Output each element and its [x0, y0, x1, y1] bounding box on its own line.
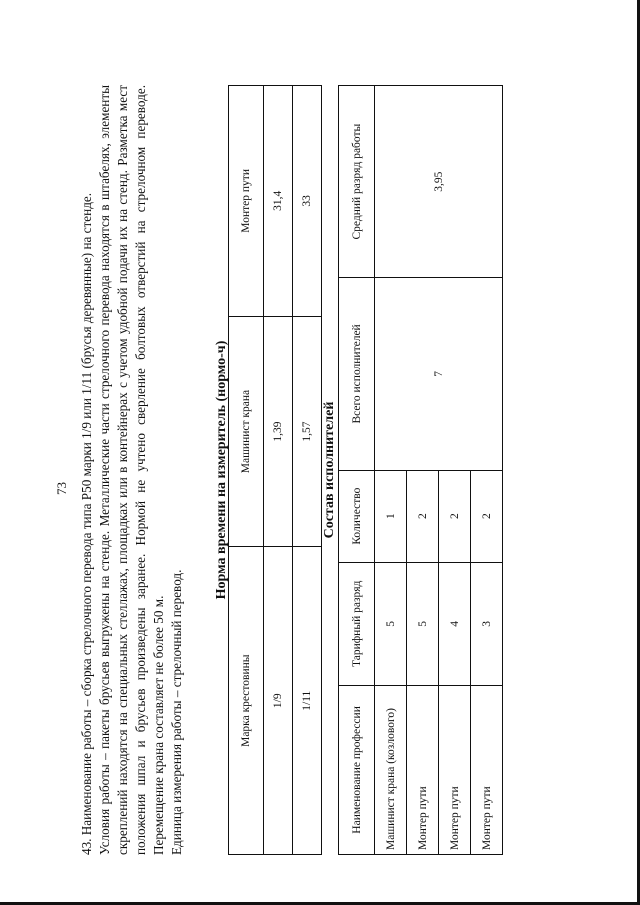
work-title: 43. Наименование работы – сборка стрелочного перевода типа Р50 марки 1/9 или 1/11 (брусья деревянные) на стенде.	[79, 192, 94, 855]
crew-count: 2	[407, 470, 439, 562]
norm-cell: 33	[293, 86, 322, 317]
crew-header-average: Средний разряд работы	[339, 86, 375, 278]
crew-table-header-row	[339, 86, 375, 855]
work-unit: Единица измерения работы – стрелочный перевод.	[169, 569, 184, 855]
norm-table-header-row	[229, 86, 264, 855]
norm-table-heading: Норма времени на измеритель (нормо-ч)	[214, 340, 229, 600]
crew-profession: Монтер пути	[407, 685, 439, 854]
page-number: 73	[54, 482, 69, 495]
norm-cell: 31,4	[264, 86, 293, 317]
crew-header-grade: Тарифный разряд	[339, 562, 375, 685]
crew-average-grade: 3,95	[375, 86, 503, 278]
norm-header-grade: Марка крестовины	[229, 547, 264, 855]
table-row	[264, 86, 293, 855]
crew-grade: 5	[375, 562, 407, 685]
table-row	[375, 86, 407, 855]
norm-table	[228, 85, 322, 855]
crew-total-workers: 7	[375, 278, 503, 470]
norm-header-track: Монтер пути	[229, 86, 264, 317]
crew-profession: Машинист крана (козлового)	[375, 685, 407, 854]
crew-header-count: Количество	[339, 470, 375, 562]
table-row	[293, 86, 322, 855]
norm-cell: 1,39	[264, 316, 293, 547]
crew-count: 1	[375, 470, 407, 562]
crew-grade: 5	[407, 562, 439, 685]
crew-table-heading: Состав исполнителей	[322, 401, 337, 539]
crew-grade: 3	[471, 562, 503, 685]
crew-header-total: Всего исполнителей	[339, 278, 375, 470]
norm-cell: 1/9	[264, 547, 293, 855]
crew-count: 2	[439, 470, 471, 562]
crew-header-profession: Наименование профессии	[339, 685, 375, 854]
crew-profession: Монтер пути	[439, 685, 471, 854]
norm-cell: 1/11	[293, 547, 322, 855]
crew-table	[338, 85, 503, 855]
work-description	[78, 85, 186, 855]
crew-grade: 4	[439, 562, 471, 685]
crew-profession: Монтер пути	[471, 685, 503, 854]
work-conditions: Условия работы – пакеты брусьев выгружены на стенде. Металлические части стрелочного перевода находятся в штабелях, элементы скреплений находятся на специальных стеллажах, площадках или в контейнерах с учетом удобной подачи их на стенд. Разметка мест положения шпал и брусьев произведены заранее. Нормой не учтено сверление болтовых отверстий на стрелочном переводе. Перемещение крана составляет не более 50 м.	[97, 85, 166, 855]
crew-count: 2	[471, 470, 503, 562]
norm-cell: 1,57	[293, 316, 322, 547]
norm-header-crane: Машинист крана	[229, 316, 264, 547]
rotated-page	[50, 55, 520, 855]
